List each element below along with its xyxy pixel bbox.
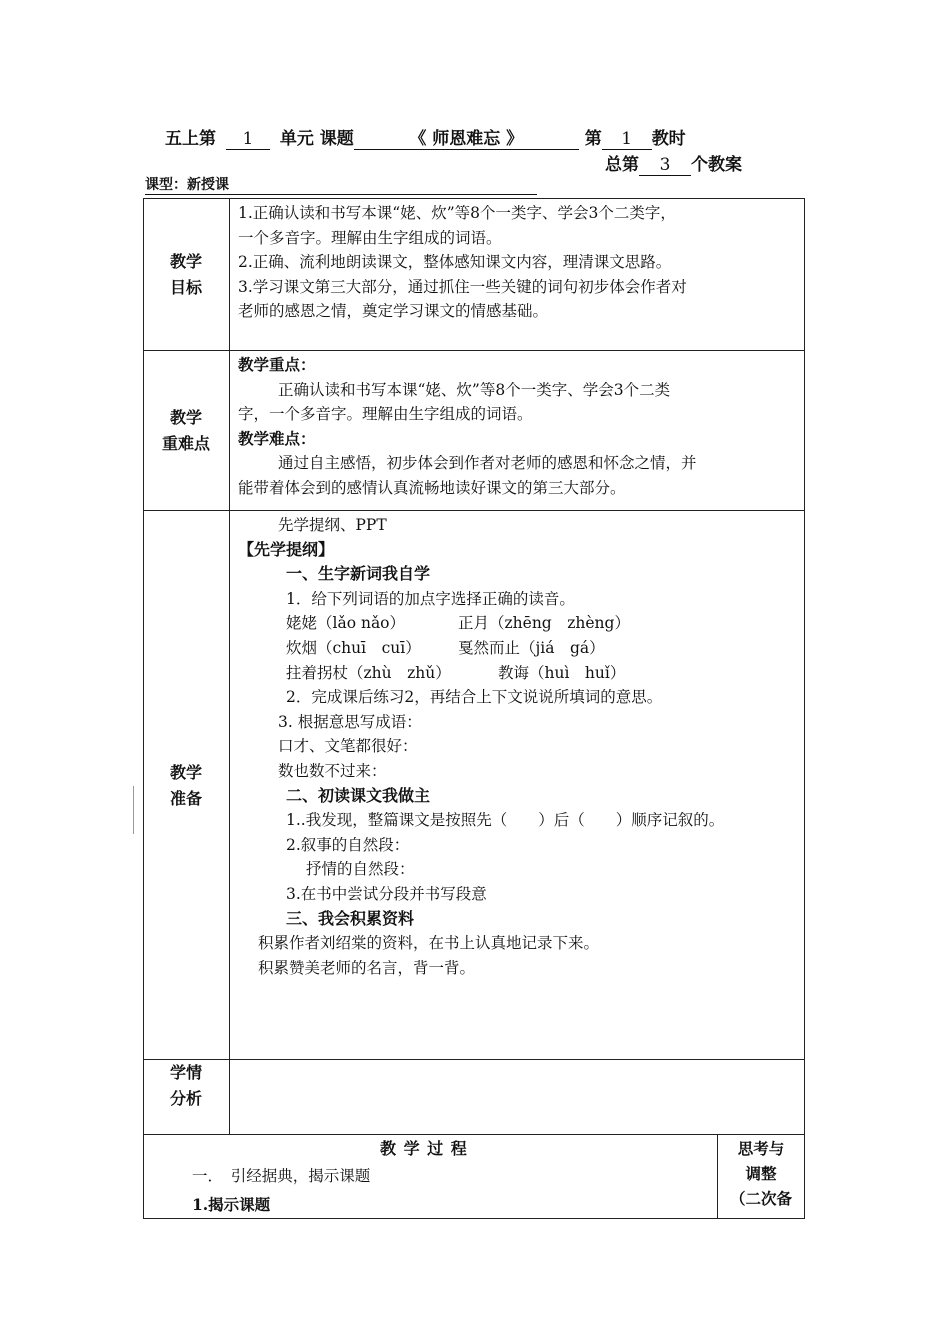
total-number: 3 — [639, 155, 691, 176]
row-divider — [143, 1134, 805, 1135]
unit-label: 单元 课题 — [279, 129, 354, 149]
s2-item2: 2.叙事的自然段： — [286, 835, 410, 854]
s2-item2b: 抒情的自然段： — [306, 860, 415, 879]
goals-content — [238, 201, 687, 324]
key-points-content — [238, 353, 697, 501]
goals-label: 教学 目标 — [169, 252, 202, 297]
goal-line: 1.正确认读和书写本课“姥、炊”等8个一类字、学会3个二类字， — [238, 204, 676, 222]
table-border-right — [804, 198, 805, 1218]
pinyin-row: 炊烟（chuī cuī） 戛然而止（jiá gá） — [286, 638, 605, 657]
materials: 先学提纲、PPT — [278, 516, 387, 534]
s2-item1: 1..我发现，整篇课文是按照先（ ）后（ ）顺序记叙的。 — [286, 811, 725, 830]
idiom-2: 数也数不过来： — [278, 761, 387, 780]
focus-line: 正确认读和书写本课“姥、炊”等8个一类字、学会3个二类 — [278, 380, 671, 399]
period-label: 教时 — [651, 129, 686, 149]
outline-title: 【先学提纲】 — [238, 539, 335, 559]
analysis-label: 学情 分析 — [169, 1063, 202, 1108]
side-note: 思考与 调整 （二次备 — [729, 1139, 792, 1208]
total-label: 个教案 — [691, 155, 742, 175]
s3-line1: 积累作者刘绍棠的资料，在书上认真地记录下来。 — [258, 934, 600, 953]
difficulty-title: 教学难点： — [238, 428, 316, 448]
goal-line: 一个多音字。理解由生字组成的词语。 — [238, 228, 502, 247]
process-step1-sub: 1.揭示课题 — [192, 1195, 271, 1214]
goal-line: 老师的感恩之情，奠定学习课文的情感基础。 — [238, 302, 549, 321]
margin-mark — [133, 786, 134, 834]
prep-content — [238, 513, 724, 980]
section2-title: 二、初读课文我做主 — [286, 785, 431, 805]
goal-line: 3.学习课文第三大部分，通过抓住一些关键的词句初步体会作者对 — [238, 277, 687, 296]
idiom-1: 口才、文笔都很好： — [278, 737, 418, 756]
pinyin-row: 拄着拐杖（zhù zhǔ） 教诲（huì huǐ） — [286, 663, 626, 682]
difficulty-line: 通过自主感悟，初步体会到作者对老师的感恩和怀念之情，并 — [278, 454, 697, 473]
lesson-title: 《 师恩难忘 》 — [354, 129, 579, 150]
table-border-top — [143, 198, 805, 199]
s3-line2: 积累赞美老师的名言，背一背。 — [258, 958, 476, 977]
course-type: 课型：新授课 — [145, 176, 537, 195]
unit-number: 1 — [226, 129, 270, 150]
process-title: 教 学 过 程 — [380, 1139, 468, 1158]
s1-item2: 2．完成课后练习2，再结合上下文说说所填词的意思。 — [286, 688, 663, 707]
difficulty-line: 能带着体会到的感情认真流畅地读好课文的第三大部分。 — [238, 478, 626, 497]
header-line-2 — [605, 150, 742, 176]
row-divider — [143, 510, 805, 511]
process-step1: 一． 引经据典，揭示课题 — [192, 1167, 371, 1185]
table-border-bottom — [143, 1218, 805, 1219]
row-divider — [143, 1059, 805, 1060]
section3-title: 三、我会积累资料 — [286, 908, 415, 928]
section1-title: 一、生字新词我自学 — [286, 564, 431, 584]
key-points-label: 教学 重难点 — [161, 408, 210, 453]
goal-line: 2.正确、流利地朗读课文，整体感知课文内容，理清课文思路。 — [238, 253, 672, 272]
focus-title: 教学重点： — [238, 355, 316, 374]
row-divider — [143, 350, 805, 351]
period-prefix: 第 — [584, 129, 602, 149]
pinyin-row: 姥姥（lǎo nǎo） 正月（zhēng zhèng） — [286, 614, 630, 633]
s1-item3: 3. 根据意思写成语： — [278, 712, 422, 731]
s1-item1: 1．给下列词语的加点字选择正确的读音。 — [286, 589, 575, 608]
s2-item3: 3.在书中尝试分段并书写段意 — [286, 884, 487, 903]
focus-line: 字，一个多音字。理解由生字组成的词语。 — [238, 405, 533, 424]
header-line-1 — [165, 124, 686, 150]
label-column-divider — [229, 198, 230, 1134]
total-prefix: 总第 — [605, 155, 639, 175]
period-number: 1 — [602, 129, 652, 150]
grade-prefix: 五上第 — [165, 129, 216, 149]
prep-label: 教学 准备 — [169, 763, 202, 808]
